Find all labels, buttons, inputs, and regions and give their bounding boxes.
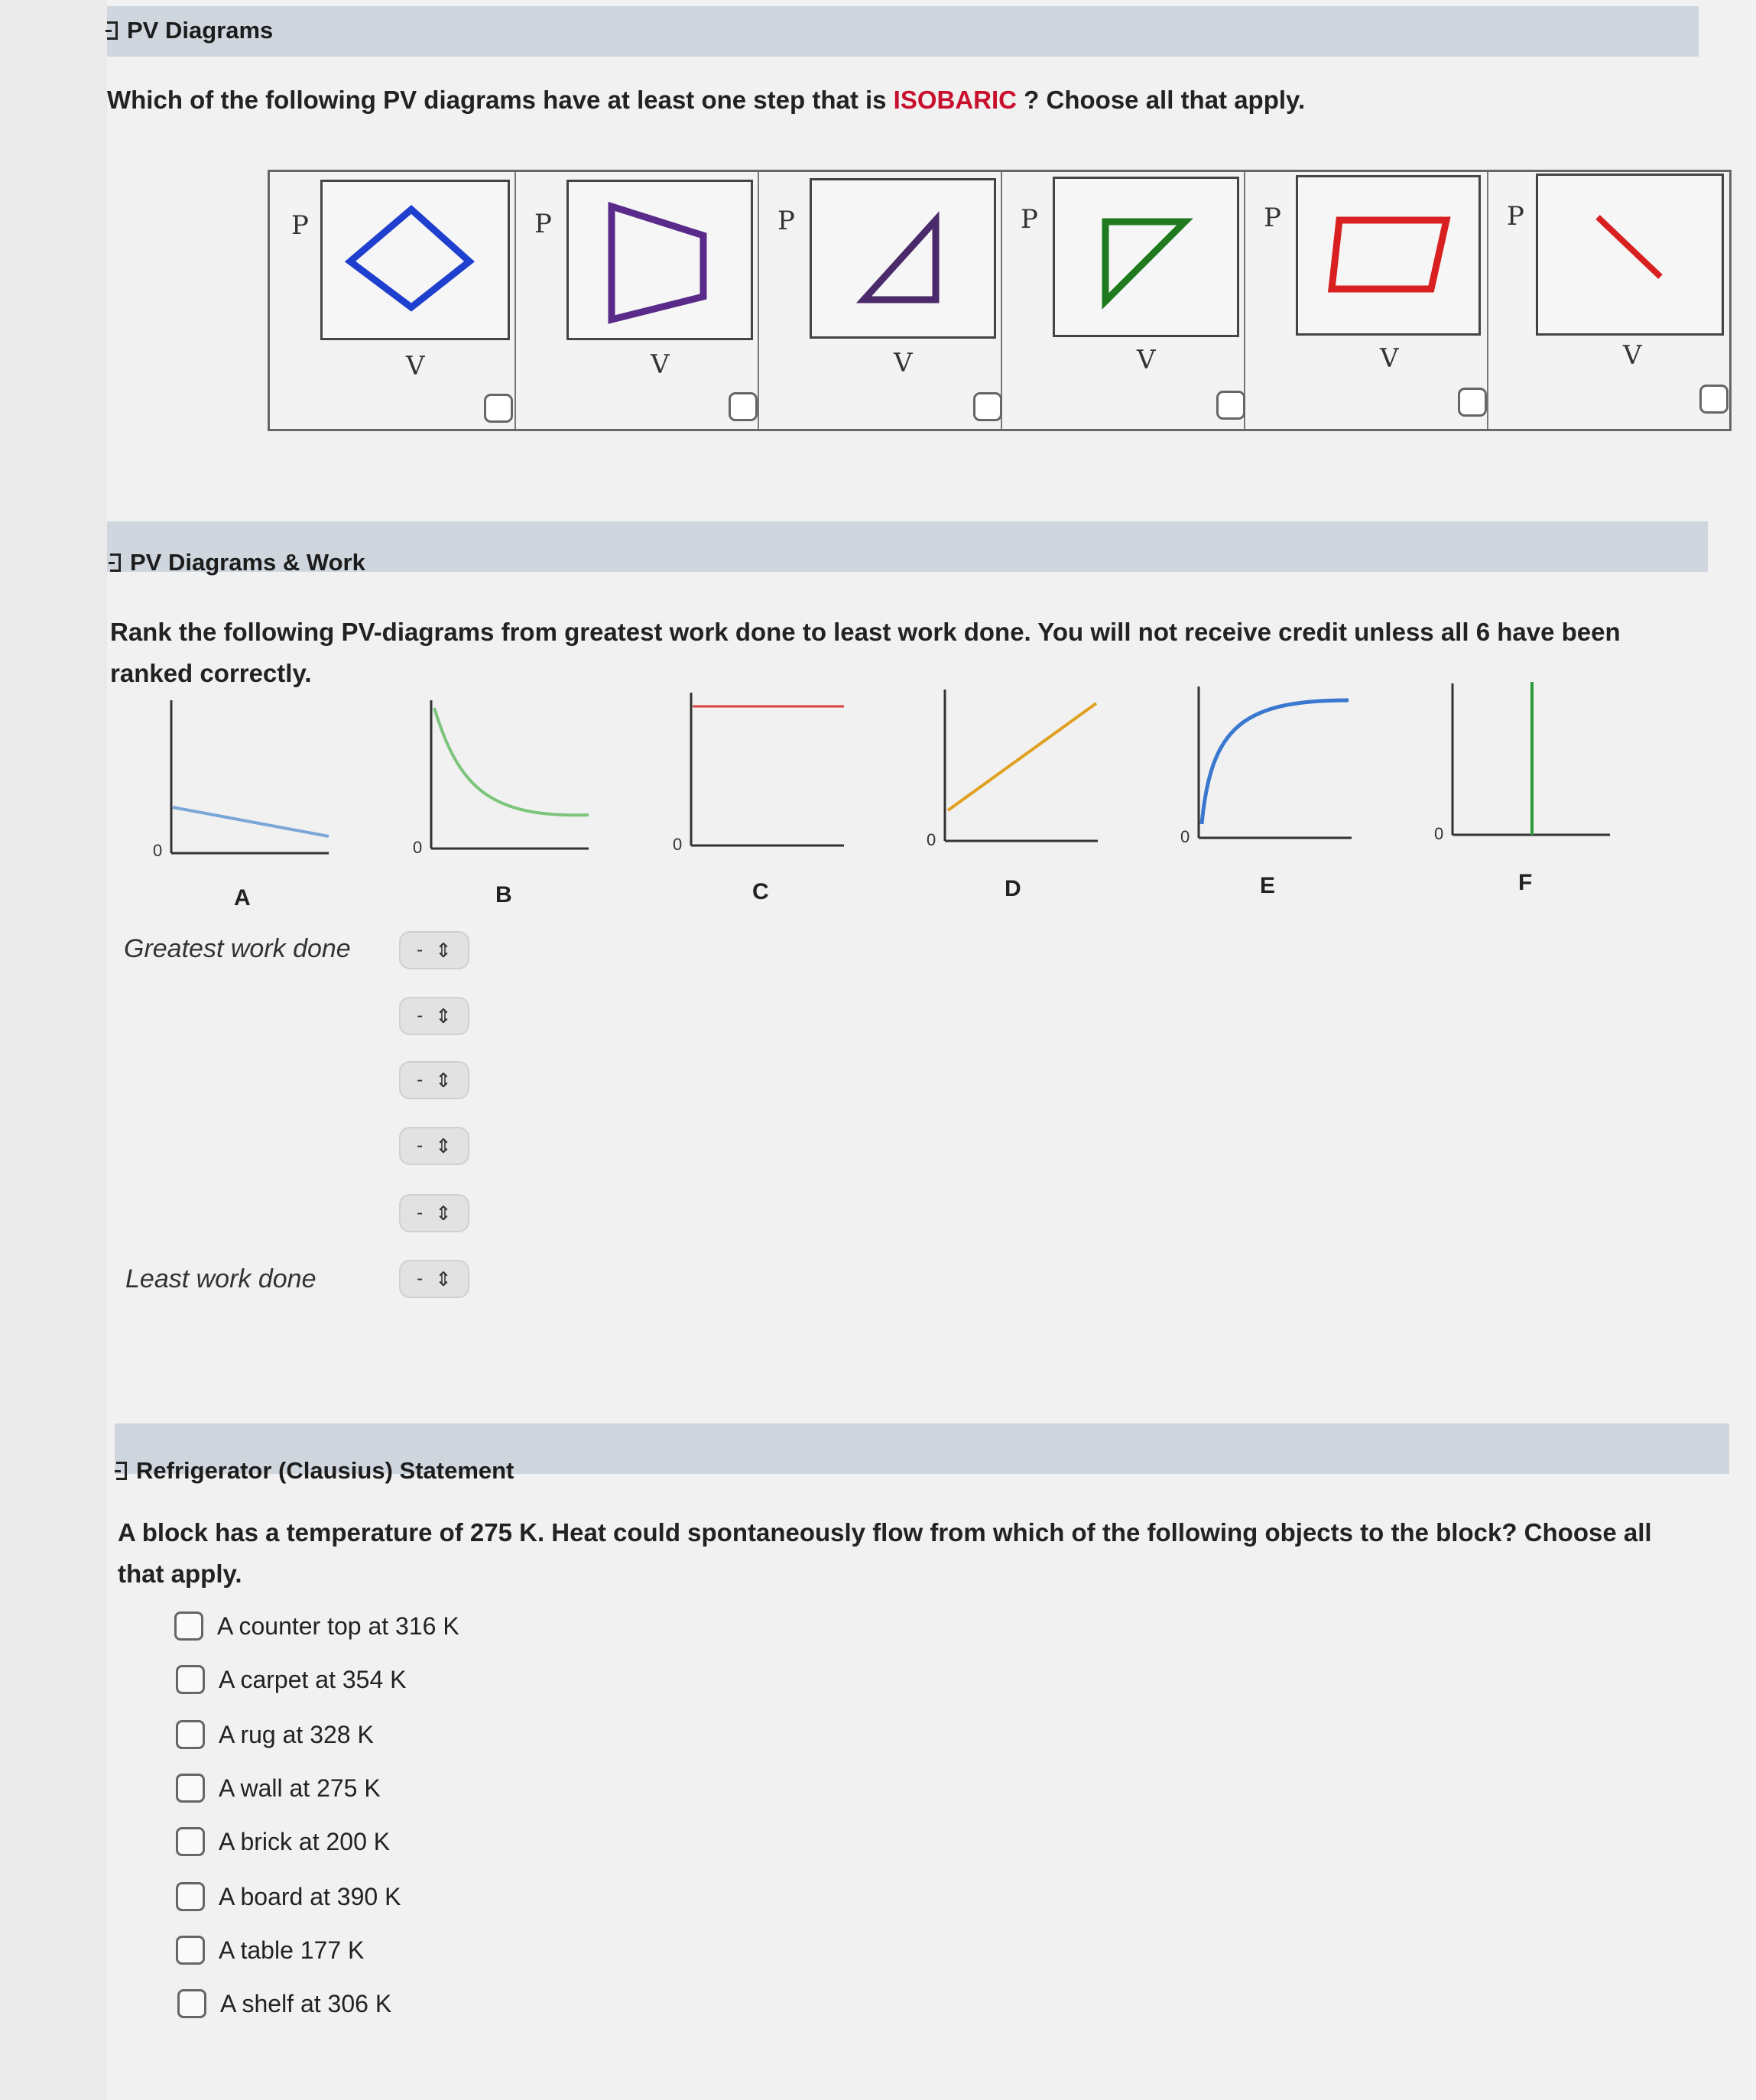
- question-text: Rank the following PV-diagrams from greatest work done to least work done. You will not receive credit unless all 6 have been ranked correctly.: [110, 618, 1621, 687]
- origin-zero: 0: [927, 830, 936, 849]
- diamond-cycle: [323, 182, 508, 338]
- pv-diagram: [1296, 175, 1481, 336]
- option-checkbox[interactable]: [176, 1882, 205, 1911]
- inverted-triangle-cycle: [1055, 179, 1237, 335]
- graph-label-a: A: [234, 885, 251, 910]
- pv-diagram: [1536, 174, 1724, 336]
- v-axis-label: V: [1623, 340, 1642, 371]
- option-checkbox[interactable]: [176, 1936, 205, 1965]
- work-graph-c: [665, 688, 864, 864]
- rank-select-5[interactable]: - ⇕: [399, 1194, 469, 1232]
- pv-diagram: [566, 180, 753, 340]
- option-table[interactable]: A table 177 K: [176, 1936, 364, 1965]
- option-checkbox[interactable]: [973, 392, 1002, 421]
- pv-option-cell: [1245, 172, 1488, 429]
- option-checkbox[interactable]: [176, 1774, 205, 1803]
- section-header-pv-diagrams[interactable]: [107, 17, 273, 44]
- trapezoid-cycle: [569, 182, 751, 338]
- updown-chevron-icon: ⇕: [435, 1005, 452, 1027]
- work-graph-e: [1173, 682, 1371, 858]
- pv-diagram: [810, 178, 996, 339]
- option-checkbox[interactable]: [1458, 388, 1487, 417]
- option-checkbox[interactable]: [1699, 385, 1728, 414]
- option-board[interactable]: A board at 390 K: [176, 1882, 401, 1911]
- pv-diagram: [1053, 177, 1239, 337]
- work-graph-d: [919, 685, 1118, 861]
- origin-zero: 0: [1180, 827, 1190, 846]
- section-header-refrigerator[interactable]: [116, 1457, 514, 1485]
- origin-zero: 0: [153, 841, 163, 860]
- graph-label-d: D: [1005, 876, 1021, 901]
- pv-diagram: [320, 180, 510, 340]
- question-text: A block has a temperature of 275 K. Heat could spontaneously flow from which of the following objects to the block? Choose all that apply.: [118, 1518, 1652, 1588]
- p-axis-label: P: [1507, 201, 1524, 232]
- rank-select-4[interactable]: - ⇕: [399, 1127, 469, 1165]
- pv-option-cell: [759, 172, 1002, 429]
- option-checkbox[interactable]: [484, 394, 513, 423]
- option-checkbox[interactable]: [1216, 391, 1245, 420]
- p-axis-label: P: [1264, 203, 1281, 233]
- option-checkbox[interactable]: [174, 1612, 203, 1641]
- pv-diagram-table: [268, 170, 1732, 431]
- diagonal-process-line: [1538, 176, 1722, 333]
- option-wall[interactable]: A wall at 275 K: [176, 1774, 381, 1803]
- section-header-pv-work[interactable]: [110, 549, 365, 576]
- work-graph-a: [145, 696, 344, 871]
- p-axis-label: P: [534, 209, 552, 239]
- option-checkbox[interactable]: [176, 1720, 205, 1749]
- v-axis-label: V: [894, 348, 913, 378]
- section-title: PV Diagrams: [127, 17, 274, 44]
- graph-label-b: B: [495, 882, 512, 907]
- option-carpet[interactable]: A carpet at 354 K: [176, 1665, 407, 1694]
- updown-chevron-icon: ⇕: [435, 1069, 452, 1092]
- work-graph-f: [1427, 679, 1625, 855]
- pv-option-cell: [516, 172, 759, 429]
- p-axis-label: P: [1021, 204, 1038, 235]
- section-header-bar: [107, 6, 1699, 57]
- option-checkbox[interactable]: [176, 1827, 205, 1856]
- highlight-term: ISOBARIC: [893, 86, 1018, 114]
- v-axis-label: V: [1137, 345, 1156, 375]
- graph-label-c: C: [752, 879, 769, 904]
- v-axis-label: V: [1380, 343, 1399, 374]
- updown-chevron-icon: ⇕: [435, 1267, 452, 1290]
- v-axis-label: V: [651, 349, 670, 380]
- updown-chevron-icon: ⇕: [435, 1134, 452, 1157]
- work-graph-b: [405, 696, 604, 871]
- collapse-icon[interactable]: [110, 553, 121, 572]
- section-title: PV Diagrams & Work: [130, 549, 365, 576]
- greatest-work-label: Greatest work done: [124, 934, 351, 963]
- p-axis-label: P: [291, 210, 309, 241]
- p-axis-label: P: [777, 206, 795, 236]
- option-checkbox[interactable]: [176, 1665, 205, 1694]
- collapse-icon[interactable]: [116, 1462, 127, 1480]
- graph-label-e: E: [1260, 873, 1276, 898]
- option-shelf[interactable]: A shelf at 306 K: [177, 1989, 391, 2018]
- updown-chevron-icon: ⇕: [435, 939, 452, 962]
- rank-select-2[interactable]: - ⇕: [399, 997, 469, 1035]
- option-checkbox[interactable]: [177, 1989, 206, 2018]
- v-axis-label: V: [406, 351, 425, 381]
- graph-label-f: F: [1518, 870, 1533, 895]
- question-text: Which of the following PV diagrams have at least one step that is ISOBARIC ? Choose all that apply.: [107, 86, 1306, 114]
- option-checkbox[interactable]: [729, 392, 758, 421]
- parallelogram-cycle: [1298, 177, 1478, 333]
- right-triangle-cycle: [812, 180, 994, 336]
- origin-zero: 0: [413, 838, 423, 857]
- option-counter-top[interactable]: A counter top at 316 K: [174, 1612, 459, 1641]
- origin-zero: 0: [673, 835, 683, 854]
- least-work-label: Least work done: [125, 1264, 316, 1293]
- origin-zero: 0: [1434, 824, 1444, 843]
- rank-select-6[interactable]: - ⇕: [399, 1260, 469, 1298]
- updown-chevron-icon: ⇕: [435, 1202, 452, 1225]
- rank-select-3[interactable]: - ⇕: [399, 1061, 469, 1099]
- pv-option-cell: [1488, 172, 1729, 429]
- collapse-icon[interactable]: [107, 21, 118, 40]
- option-rug[interactable]: A rug at 328 K: [176, 1720, 374, 1749]
- rank-select-1[interactable]: - ⇕: [399, 931, 469, 969]
- pv-option-cell: [1002, 172, 1245, 429]
- option-brick[interactable]: A brick at 200 K: [176, 1827, 390, 1856]
- pv-option-cell: [270, 172, 516, 429]
- section-title: Refrigerator (Clausius) Statement: [136, 1457, 514, 1484]
